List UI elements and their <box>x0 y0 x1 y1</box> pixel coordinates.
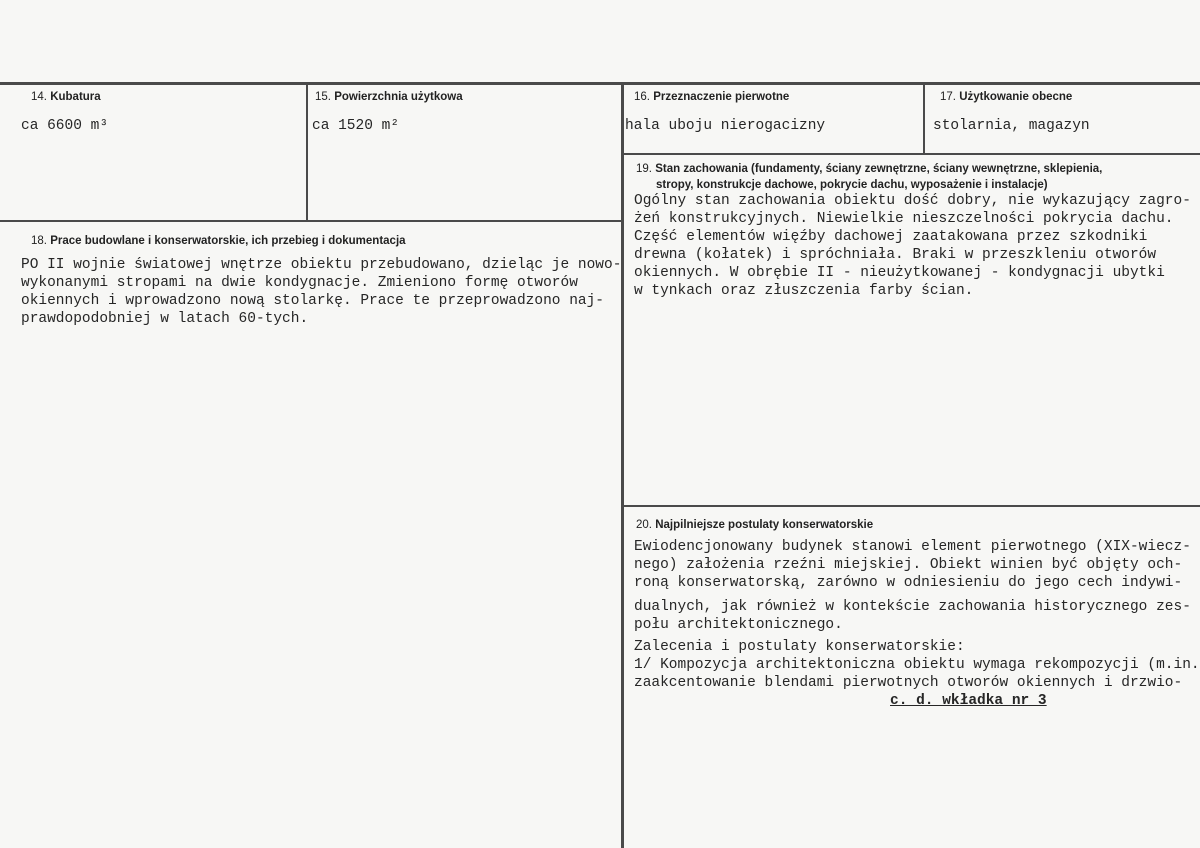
top-border-line <box>0 82 1200 85</box>
divider-top-right-row <box>622 153 1200 155</box>
field-17-value: stolarnia, magazyn <box>933 118 1090 134</box>
field-20-line: 1/ Kompozycja architektoniczna obiektu wymaga rekompozycji (m.in. <box>634 657 1200 673</box>
field-20-line: nego) założenia rzeźni miejskiej. Obiekt winien być objęty och- <box>634 557 1183 573</box>
field-20-line: dualnych, jak również w kontekście zachowania historycznego zes- <box>634 599 1191 615</box>
continuation-reference: c. d. wkładka nr 3 <box>890 693 1047 709</box>
field-18-text <box>21 256 621 328</box>
field-18-line: okiennych i wprowadzono nową stolarkę. Prace te przeprowadzono naj- <box>21 293 604 309</box>
field-20-text-b <box>634 598 1191 634</box>
field-19-line: okiennych. W obrębie II - nieużytkowanej - kondygnacji ubytki <box>634 265 1165 281</box>
field-17-label: 17. Użytkowanie obecne <box>940 91 1073 103</box>
field-19-line: żeń konstrukcyjnych. Niewielkie nieszczelności pokrycia dachu. <box>634 211 1174 227</box>
field-20-line: Ewiodencjonowany budynek stanowi element pierwotnego (XIX-wiecz- <box>634 539 1191 555</box>
field-16-value: hala uboju nierogacizny <box>625 118 826 134</box>
field-20-label: 20. Najpilniejsze postulaty konserwatorskie <box>636 519 874 531</box>
field-20-text-a <box>634 538 1191 592</box>
field-18-line: wykonanymi stropami na dwie kondygnacje. Zmieniono formę otworów <box>21 275 578 291</box>
divider-14-15 <box>306 84 308 221</box>
field-19-label: 19. Stan zachowania (fundamenty, ściany zewnętrzne, ściany wewnętrzne, sklepienia, stropy, konstrukcje dachowe, pokrycie dachu, wyposażenie i instalacje) <box>636 163 1103 191</box>
field-16-label: 16. Przeznaczenie pierwotne <box>634 91 790 103</box>
field-20-line: Zalecenia i postulaty konserwatorskie: <box>634 639 965 655</box>
field-20-line: połu architektonicznego. <box>634 617 843 633</box>
field-19-line: Ogólny stan zachowania obiektu dość dobry, nie wykazujący zagro- <box>634 193 1191 209</box>
divider-16-17 <box>923 84 925 154</box>
field-18-label: 18. Prace budowlane i konserwatorskie, ich przebieg i dokumentacja <box>31 235 406 247</box>
field-14-label: 14. Kubatura <box>31 91 101 103</box>
field-18-line: PO II wojnie światowej wnętrze obiektu przebudowano, dzieląc je nowo- <box>21 257 622 273</box>
field-19-text <box>634 192 1191 300</box>
field-20-text-c <box>634 638 1200 692</box>
field-19-line: drewna (kołatek) i spróchniała. Braki w przeszkleniu otworów <box>634 247 1157 263</box>
center-divider <box>621 84 624 848</box>
field-20-line: roną konserwatorską, zarówno w odniesieniu do jego cech indywi- <box>634 575 1183 591</box>
divider-19-20 <box>622 505 1200 507</box>
field-14-value: ca 6600 m³ <box>21 118 109 134</box>
field-15-value: ca 1520 m² <box>312 118 400 134</box>
field-15-label: 15. Powierzchnia użytkowa <box>315 91 463 103</box>
field-19-line: Część elementów więźby dachowej zaatakowana przez szkodniki <box>634 229 1148 245</box>
field-18-line: prawdopodobniej w latach 60-tych. <box>21 311 309 327</box>
field-19-line: w tynkach oraz złuszczenia farby ścian. <box>634 283 974 299</box>
divider-top-left-row <box>0 220 623 222</box>
field-20-line: zaakcentowanie blendami pierwotnych otworów okiennych i drzwio- <box>634 675 1183 691</box>
